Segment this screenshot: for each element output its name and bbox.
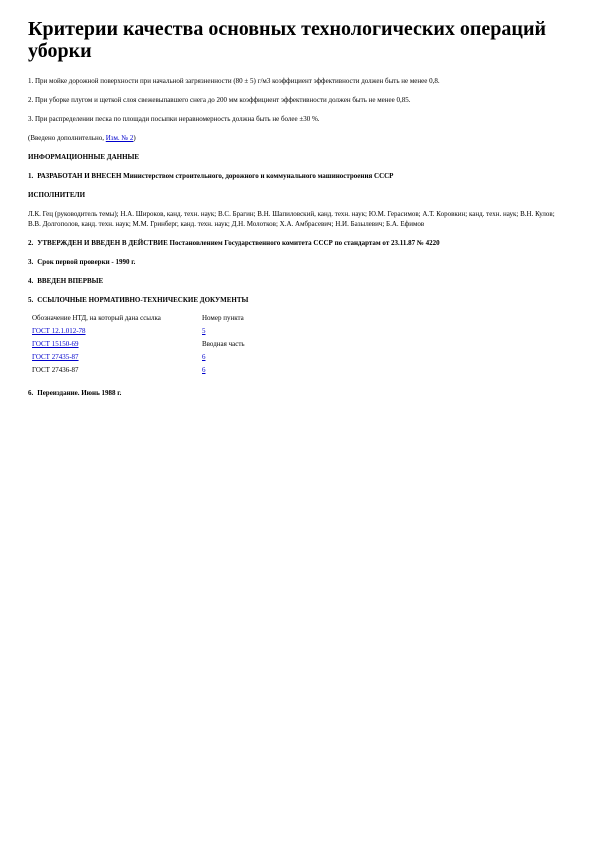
page-title: Критерии качества основных технологических операций уборки [28, 18, 546, 62]
document-cell [32, 337, 202, 350]
section-4 [28, 276, 568, 286]
section-4-number: 4. [28, 277, 34, 285]
document-cell [32, 363, 202, 376]
section-6 [28, 388, 568, 398]
section-1 [28, 171, 568, 181]
criterion-1: 1. При мойке дорожной поверхности при начальной загрязненности (80 ± 5) г/м3 коэффициент эффективности должен быть не менее 0,8. [28, 77, 440, 85]
document-cell [32, 324, 202, 337]
section-1-text: РАЗРАБОТАН И ВНЕСЕН Министерством строительного, дорожного и коммунального машиностроения СССР [37, 172, 394, 180]
section-6-text: Переиздание. Июнь 1988 г. [37, 389, 122, 397]
item-number-cell [202, 350, 322, 363]
criterion-2: 2. При уборке плугом и щеткой слоя свежевыпавшего снега до 200 мм коэффициент эффективности должен быть не менее 0,85. [28, 96, 411, 104]
table-row [32, 363, 322, 376]
table-row [32, 337, 322, 350]
amendment-prefix: (Введено дополнительно, [28, 134, 106, 142]
item-number-link[interactable]: 6 [202, 352, 206, 361]
document-link[interactable]: ГОСТ 12.1.012-78 [32, 326, 86, 335]
item-number-text: Вводная часть [202, 339, 245, 348]
document-link[interactable]: ГОСТ 27435-87 [32, 352, 79, 361]
header-item-number: Номер пункта [202, 313, 244, 322]
table-row [32, 350, 322, 363]
item-number-cell [202, 337, 322, 350]
section-6-number: 6. [28, 389, 34, 397]
item-number-cell [202, 324, 322, 337]
amendment-link[interactable]: Изм. № 2 [105, 134, 134, 142]
section-4-text: ВВЕДЕН ВПЕРВЫЕ [37, 277, 104, 285]
document-page [28, 18, 568, 407]
section-2-text: УТВЕРЖДЕН И ВВЕДЕН В ДЕЙСТВИЕ Постановлением Государственного комитета СССР по стандартам от 23.11.87 № 4220 [37, 239, 440, 247]
item-number-cell [202, 363, 322, 376]
table-row [32, 324, 322, 337]
references-table-header [32, 311, 322, 324]
section-2 [28, 238, 568, 248]
executors-list: Л.К. Гец (руководитель темы); Н.А. Широков, канд. техн. наук; В.С. Брагин; В.Н. Шапиловский, канд. техн. наук; Ю.М. Герасимов; А.Т. Коровкин; канд. техн. наук; В.Н. Кулов; В.В. Долгополов, канд. техн. наук; М.М. Гринберг, канд. техн. наук; Д.Н. Молотков; Х.А. Амбрасевич; Н.И. Базылевич; Б.А. Ефимов [28, 210, 555, 228]
section-3 [28, 257, 568, 267]
section-5 [28, 295, 568, 305]
amendment-suffix: ) [133, 134, 136, 142]
info-heading: ИНФОРМАЦИОННЫЕ ДАННЫЕ [28, 153, 140, 161]
references-table [32, 311, 322, 376]
section-3-number: 3. [28, 258, 34, 266]
header-document: Обозначение НТД, на который дана ссылка [32, 313, 161, 322]
document-text: ГОСТ 27436-87 [32, 365, 79, 374]
section-5-text: ССЫЛОЧНЫЕ НОРМАТИВНО-ТЕХНИЧЕСКИЕ ДОКУМЕНТЫ [37, 296, 249, 304]
section-5-number: 5. [28, 296, 34, 304]
section-3-text: Срок первой проверки - 1990 г. [37, 258, 136, 266]
criterion-3: 3. При распределении песка по площади посыпки неравномерность должна быть не более ±30 %. [28, 115, 320, 123]
amendment-note [28, 133, 568, 143]
section-2-number: 2. [28, 239, 34, 247]
document-cell [32, 350, 202, 363]
item-number-link[interactable]: 5 [202, 326, 206, 335]
executors-label: ИСПОЛНИТЕЛИ [28, 191, 86, 199]
item-number-link[interactable]: 6 [202, 365, 206, 374]
document-link[interactable]: ГОСТ 15150-69 [32, 339, 79, 348]
section-1-number: 1. [28, 172, 34, 180]
